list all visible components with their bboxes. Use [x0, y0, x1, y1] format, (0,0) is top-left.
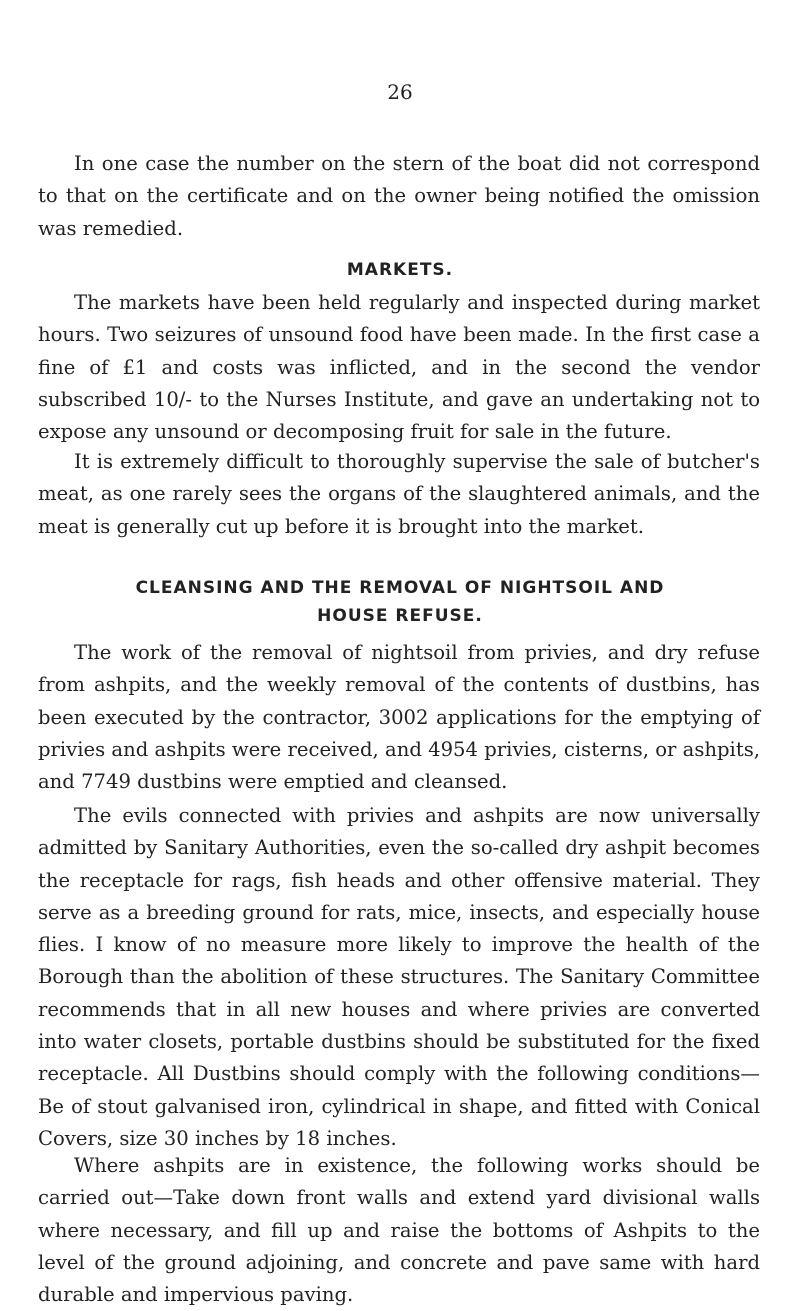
page-number: 26	[387, 80, 413, 104]
markets-paragraph-2-block	[38, 446, 760, 543]
cleansing-paragraph-2-block	[38, 800, 760, 1155]
cleansing-paragraph-3-block	[38, 1150, 760, 1311]
cleansing-paragraph-2: The evils connected with privies and ashpits are now universally admitted by Sanitary Authorities, even the so-called dry ashpit becomes the receptacle for rags, fish heads and other offensive material. They serve as a breeding ground for rats, mice, insects, and especially house flies. I know of no measure more likely to improve the health of the Borough than the abolition of these structures. The Sanitary Committee recommends that in all new houses and where privies are converted into water closets, portable dustbins should be substituted for the fixed receptacle. All Dustbins should comply with the following conditions—Be of stout galvanised iron, cylindrical in shape, and fitted with Conical Covers, size 30 inches by 18 inches.	[38, 804, 760, 1150]
markets-heading: MARKETS.	[346, 260, 454, 280]
cleansing-paragraph-1: The work of the removal of nightsoil from privies, and dry refuse from ashpits, and the weekly removal of the contents of dustbins, has been executed by the contractor, 3002 applications for the emptying of privies and ashpits were received, and 4954 privies, cisterns, or ashpits, and 7749 dustbins were emptied and cleansed.	[38, 641, 760, 794]
cleansing-paragraph-1-block	[38, 637, 760, 798]
cleansing-paragraph-3: Where ashpits are in existence, the following works should be carried out—Take down front walls and extend yard divisional walls where necessary, and fill up and raise the bottoms of Ashpits to the level of the ground adjoining, and concrete and pave same with hard durable and impervious paving.	[38, 1154, 760, 1307]
markets-paragraph-1: The markets have been held regularly and inspected during market hours. Two seizures of unsound food have been made. In the first case a fine of £1 and costs was inflicted, and in the second the vendor subscribed 10/- to the Nurses Institute, and gave an undertaking not to expose any unsound or decomposing fruit for sale in the future.	[38, 291, 760, 444]
cleansing-heading-line-1: CLEANSING AND THE REMOVAL OF NIGHTSOIL AND	[135, 578, 665, 598]
intro-paragraph: In one case the number on the stern of the boat did not correspond to that on the certificate and on the owner being notified the omission was remedied.	[38, 152, 760, 240]
markets-paragraph-2: It is extremely difficult to thoroughly supervise the sale of butcher's meat, as one rarely sees the organs of the slaughtered animals, and the meat is generally cut up before it is brought into the market.	[38, 450, 760, 538]
markets-paragraph-1-block	[38, 287, 760, 448]
cleansing-heading-line-2: HOUSE REFUSE.	[317, 606, 483, 626]
intro-section	[38, 148, 760, 245]
cleansing-heading	[0, 574, 800, 630]
